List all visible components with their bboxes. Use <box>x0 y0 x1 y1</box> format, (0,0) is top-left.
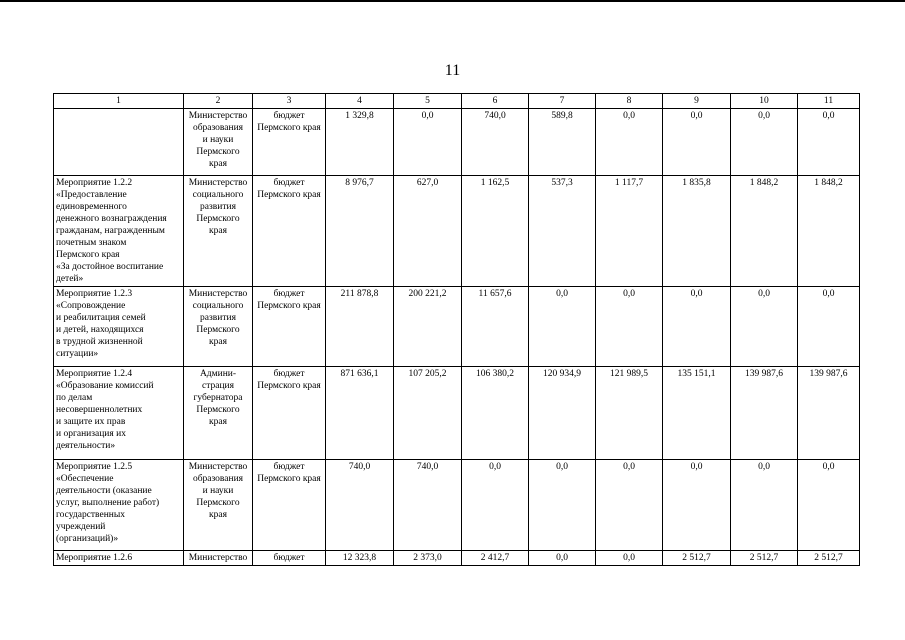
value-cell: 0,0 <box>663 287 731 367</box>
value-cell: 0,0 <box>798 460 860 551</box>
value-cell: 1 848,2 <box>798 176 860 287</box>
value-cell: 200 221,2 <box>394 287 462 367</box>
event-line: государственных <box>56 510 126 520</box>
event-line: и организация их <box>56 429 126 439</box>
value-cell: 135 151,1 <box>663 367 731 460</box>
top-rule <box>0 0 905 2</box>
value-cell: 139 987,6 <box>798 367 860 460</box>
value-cell: 0,0 <box>731 287 798 367</box>
event-cell <box>54 287 184 367</box>
executor-cell <box>184 109 253 176</box>
event-line: Мероприятие 1.2.3 <box>56 289 133 299</box>
executor-line: образования <box>192 123 244 133</box>
source-line: бюджет <box>273 111 305 121</box>
executor-line: края <box>209 337 227 347</box>
executor-line: губернатора <box>193 393 243 403</box>
table-row <box>54 551 860 566</box>
event-line: «Сопровождение <box>56 301 126 311</box>
value-cell: 0,0 <box>663 460 731 551</box>
event-line: деятельности» <box>56 441 116 451</box>
source-cell <box>253 176 326 287</box>
value-cell: 1 848,2 <box>731 176 798 287</box>
header-cell: 6 <box>462 94 529 109</box>
executor-line: Министерство <box>188 462 248 472</box>
event-line: денежного вознаграждения <box>56 214 167 224</box>
event-cell <box>54 367 184 460</box>
executor-line: и науки <box>202 135 234 145</box>
header-cell: 11 <box>798 94 860 109</box>
header-cell: 9 <box>663 94 731 109</box>
value-cell: 11 657,6 <box>462 287 529 367</box>
event-line: Пермского края <box>56 250 120 260</box>
executor-line: Админи- <box>199 369 237 379</box>
source-line: бюджет <box>273 369 305 379</box>
header-cell: 5 <box>394 94 462 109</box>
table-row <box>54 367 860 460</box>
value-cell: 0,0 <box>394 109 462 176</box>
value-cell: 740,0 <box>462 109 529 176</box>
source-line: Пермского края <box>257 123 321 133</box>
source-cell <box>253 287 326 367</box>
value-cell: 0,0 <box>596 551 663 566</box>
table-row <box>54 287 860 367</box>
event-line: в трудной жизненной <box>56 337 143 347</box>
value-cell: 139 987,6 <box>731 367 798 460</box>
value-cell: 627,0 <box>394 176 462 287</box>
event-line: гражданам, награжденным <box>56 226 165 236</box>
executor-cell <box>184 287 253 367</box>
event-cell <box>54 460 184 551</box>
value-cell: 12 323,8 <box>326 551 394 566</box>
value-cell: 0,0 <box>731 460 798 551</box>
value-cell: 8 976,7 <box>326 176 394 287</box>
header-cell: 1 <box>54 94 184 109</box>
event-line: «Предоставление <box>56 190 127 200</box>
source-cell <box>253 551 326 566</box>
source-cell <box>253 367 326 460</box>
executor-line: Министерство <box>188 553 248 563</box>
value-cell: 2 512,7 <box>663 551 731 566</box>
header-cell: 3 <box>253 94 326 109</box>
event-cell <box>54 109 184 176</box>
value-cell: 1 329,8 <box>326 109 394 176</box>
source-line: бюджет <box>273 178 305 188</box>
event-line: услуг, выполнение работ) <box>56 498 160 508</box>
source-line: бюджет <box>273 462 305 472</box>
value-cell: 1 117,7 <box>596 176 663 287</box>
value-cell: 0,0 <box>529 460 596 551</box>
event-line: ситуации» <box>56 349 99 359</box>
header-row <box>54 94 860 109</box>
source-line: Пермского края <box>257 474 321 484</box>
value-cell: 0,0 <box>529 287 596 367</box>
header-cell: 10 <box>731 94 798 109</box>
source-cell <box>253 460 326 551</box>
executor-line: края <box>209 159 227 169</box>
value-cell: 2 412,7 <box>462 551 529 566</box>
executor-line: образования <box>192 474 244 484</box>
event-line: Мероприятие 1.2.4 <box>56 369 133 379</box>
executor-line: Пермского <box>196 498 240 508</box>
header-cell: 4 <box>326 94 394 109</box>
event-line: и детей, находящихся <box>56 325 144 335</box>
event-line: учреждений <box>56 522 106 532</box>
value-cell: 2 373,0 <box>394 551 462 566</box>
executor-line: развития <box>200 313 236 323</box>
executor-line: развития <box>200 202 236 212</box>
event-line: «За достойное воспитание <box>56 262 164 272</box>
budget-table <box>53 93 860 566</box>
executor-line: социального <box>192 301 244 311</box>
source-line: Пермского края <box>257 190 321 200</box>
event-line: и защите их прав <box>56 417 126 427</box>
header-cell: 8 <box>596 94 663 109</box>
header-cell: 2 <box>184 94 253 109</box>
event-line: единовременного <box>56 202 127 212</box>
value-cell: 0,0 <box>798 109 860 176</box>
executor-line: социального <box>192 190 244 200</box>
executor-cell <box>184 551 253 566</box>
value-cell: 740,0 <box>394 460 462 551</box>
value-cell: 1 835,8 <box>663 176 731 287</box>
table-row <box>54 176 860 287</box>
event-line: Мероприятие 1.2.2 <box>56 178 133 188</box>
source-line: Пермского края <box>257 381 321 391</box>
event-line: Мероприятие 1.2.6 <box>56 553 133 563</box>
event-cell <box>54 551 184 566</box>
executor-line: Министерство <box>188 111 248 121</box>
event-line: деятельности (оказание <box>56 486 152 496</box>
source-line: Пермского края <box>257 301 321 311</box>
event-line: Мероприятие 1.2.5 <box>56 462 133 472</box>
table-row <box>54 109 860 176</box>
executor-line: страция <box>202 381 234 391</box>
executor-line: Пермского <box>196 214 240 224</box>
executor-line: Пермского <box>196 405 240 415</box>
value-cell: 0,0 <box>596 109 663 176</box>
table-body <box>54 94 860 566</box>
value-cell: 2 512,7 <box>798 551 860 566</box>
value-cell: 121 989,5 <box>596 367 663 460</box>
event-line: (организаций)» <box>56 534 119 544</box>
value-cell: 0,0 <box>596 287 663 367</box>
page-number: 11 <box>444 62 461 79</box>
executor-line: края <box>209 226 227 236</box>
event-line: «Образование комиссий <box>56 381 154 391</box>
value-cell: 0,0 <box>596 460 663 551</box>
executor-cell <box>184 176 253 287</box>
value-cell: 120 934,9 <box>529 367 596 460</box>
header-cell: 7 <box>529 94 596 109</box>
executor-line: и науки <box>202 486 234 496</box>
source-line: бюджет <box>273 553 305 563</box>
executor-line: Пермского <box>196 325 240 335</box>
value-cell: 740,0 <box>326 460 394 551</box>
executor-cell <box>184 367 253 460</box>
executor-line: края <box>209 510 227 520</box>
event-cell <box>54 176 184 287</box>
value-cell: 107 205,2 <box>394 367 462 460</box>
executor-line: Министерство <box>188 289 248 299</box>
source-line: бюджет <box>273 289 305 299</box>
value-cell: 2 512,7 <box>731 551 798 566</box>
value-cell: 871 636,1 <box>326 367 394 460</box>
value-cell: 1 162,5 <box>462 176 529 287</box>
table-row <box>54 460 860 551</box>
executor-line: края <box>209 417 227 427</box>
executor-line: Пермского <box>196 147 240 157</box>
value-cell: 537,3 <box>529 176 596 287</box>
event-line: по делам <box>56 393 93 403</box>
executor-line: Министерство <box>188 178 248 188</box>
value-cell: 0,0 <box>798 287 860 367</box>
value-cell: 106 380,2 <box>462 367 529 460</box>
event-line: несовершеннолетних <box>56 405 143 415</box>
event-line: детей» <box>56 274 84 284</box>
value-cell: 0,0 <box>462 460 529 551</box>
value-cell: 0,0 <box>663 109 731 176</box>
value-cell: 0,0 <box>529 551 596 566</box>
value-cell: 589,8 <box>529 109 596 176</box>
executor-cell <box>184 460 253 551</box>
source-cell <box>253 109 326 176</box>
event-line: «Обеспечение <box>56 474 114 484</box>
event-line: и реабилитация семей <box>56 313 146 323</box>
value-cell: 211 878,8 <box>326 287 394 367</box>
event-line: почетным знаком <box>56 238 127 248</box>
value-cell: 0,0 <box>731 109 798 176</box>
